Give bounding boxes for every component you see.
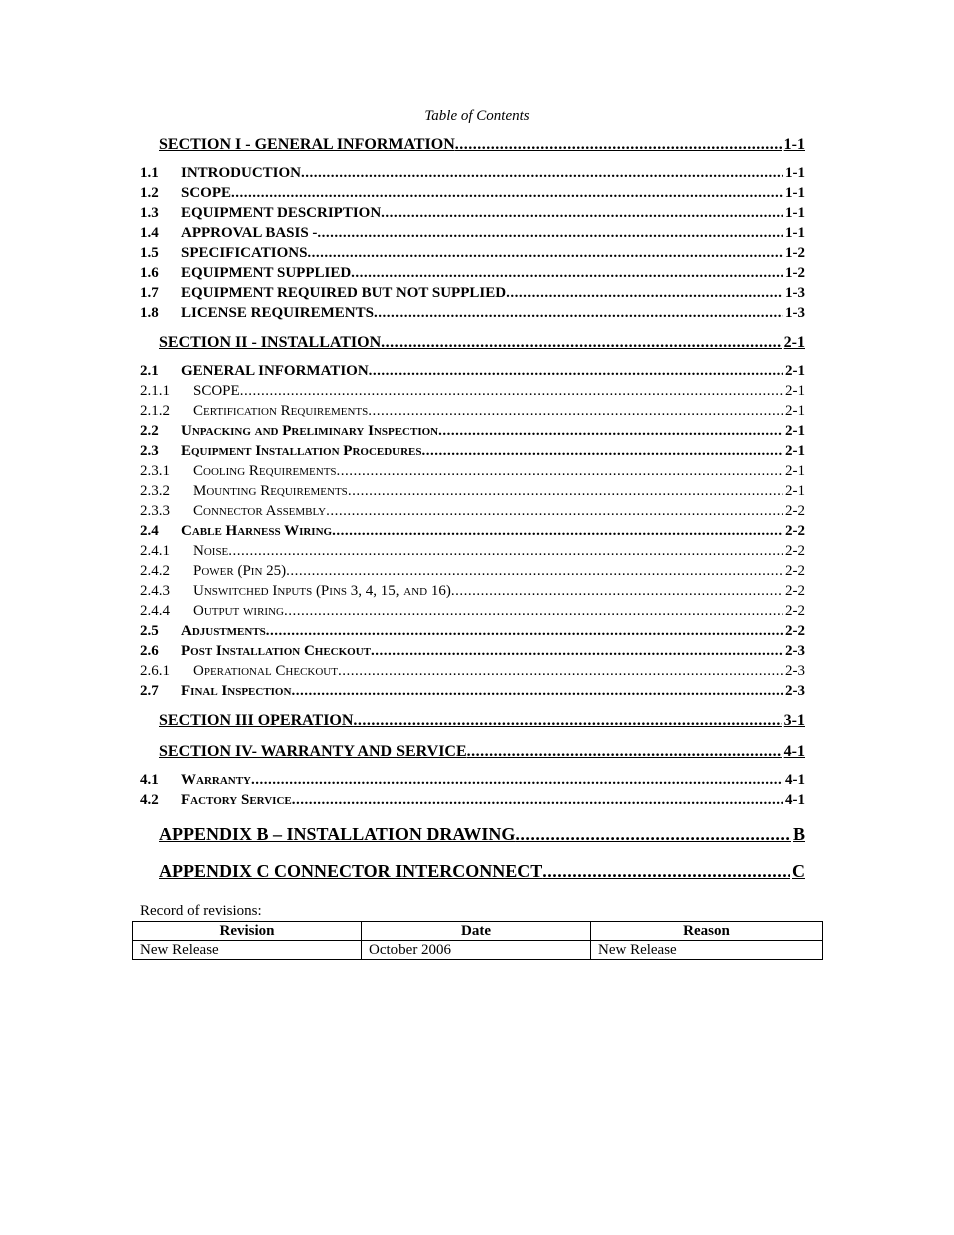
toc-entry-number: 2.3.1 (140, 463, 170, 479)
toc-entry[interactable] (140, 741, 805, 763)
toc-entry[interactable] (140, 421, 805, 441)
toc-entry-label: GENERAL INFORMATION (181, 363, 369, 379)
toc-entry-page: 4-1 (783, 743, 805, 760)
toc-entry-page: 1-3 (785, 305, 805, 321)
toc-entry-number: 2.6.1 (140, 663, 170, 679)
toc-entry-label: LICENSE REQUIREMENTS (181, 305, 374, 321)
toc-entry[interactable] (140, 163, 805, 183)
toc-dot-leader (231, 183, 783, 203)
toc-entry-page: 1-1 (783, 136, 805, 153)
toc-entry-label: Connector Assembly (193, 503, 327, 519)
revisions-header-reason: Reason (591, 922, 823, 941)
toc-entry[interactable] (140, 223, 805, 243)
toc-entry-label: Mounting Requirements (193, 483, 348, 499)
toc-dot-leader (515, 821, 791, 847)
toc-dot-leader (301, 163, 783, 183)
toc-entry-number: 2.5 (140, 623, 159, 639)
toc-entry[interactable] (140, 541, 805, 561)
toc-dot-leader (286, 561, 783, 581)
toc-entry-page: 2-3 (785, 683, 805, 699)
toc-entry-page: B (792, 824, 805, 844)
toc-dot-leader (451, 581, 783, 601)
toc-entry-label: Equipment Installation Procedures (181, 443, 422, 459)
toc-entry-number: 2.4.4 (140, 603, 170, 619)
toc-entry-number: 1.6 (140, 265, 159, 281)
toc-entry-label: Unswitched Inputs (Pins 3, 4, 15, and 16) (193, 583, 451, 599)
toc-entry-label: Cable Harness Wiring (181, 523, 333, 539)
toc-entry-page: 2-1 (785, 363, 805, 379)
toc-entry-label: SECTION II - INSTALLATION (159, 334, 382, 351)
toc-entry-page: 1-1 (785, 225, 805, 241)
toc-entry-label: Warranty (181, 772, 251, 788)
toc-entry[interactable] (140, 243, 805, 263)
toc-entry[interactable] (140, 461, 805, 481)
toc-entry-page: 3-1 (783, 712, 805, 729)
toc-entry-number: 2.4.1 (140, 543, 170, 559)
toc-entry-label: Power (Pin 25) (193, 563, 287, 579)
toc-entry-page: 2-2 (785, 583, 805, 599)
toc-entry-number: 1.8 (140, 305, 159, 321)
toc-entry-page: 4-1 (785, 792, 805, 808)
toc-entry-page: 2-2 (785, 523, 805, 539)
toc-entry-number: 2.3.2 (140, 483, 170, 499)
toc-entry[interactable] (140, 401, 805, 421)
toc-entry-number: 1.2 (140, 185, 159, 201)
toc-dot-leader (284, 601, 783, 621)
toc-entry[interactable] (140, 710, 805, 732)
revisions-header-revision: Revision (133, 922, 362, 941)
toc-entry-page: 2-2 (785, 503, 805, 519)
toc-entry-number: 4.2 (140, 792, 159, 808)
toc-entry-number: 2.3 (140, 443, 159, 459)
toc-entry-page: 2-1 (785, 403, 805, 419)
toc-entry[interactable] (140, 661, 805, 681)
toc-entry[interactable] (140, 183, 805, 203)
toc-entry[interactable] (140, 601, 805, 621)
page-title: Table of Contents (424, 108, 530, 124)
toc-dot-leader (348, 481, 783, 501)
toc-dot-leader (542, 858, 790, 884)
toc-dot-leader (506, 283, 783, 303)
toc-dot-leader (438, 421, 783, 441)
toc-entry-label: INTRODUCTION (181, 165, 302, 181)
toc-entry-label: Operational Checkout (193, 663, 338, 679)
toc-entry-page: 4-1 (785, 772, 805, 788)
revisions-cell-revision: New Release (133, 941, 362, 960)
toc-entry-number: 2.4.2 (140, 563, 170, 579)
toc-entry-page: 2-1 (785, 443, 805, 459)
toc-entry-label: Certification Requirements (193, 403, 369, 419)
toc-entry-label: SECTION III OPERATION (159, 712, 354, 729)
toc-dot-leader (326, 501, 783, 521)
toc-dot-leader (266, 621, 783, 641)
toc-entry-page: 2-1 (783, 334, 805, 351)
toc-entry-label: APPENDIX C CONNECTOR INTERCONNECT (159, 861, 543, 881)
toc-dot-leader (455, 134, 782, 156)
table-row (133, 941, 823, 960)
toc-entry-page: 1-2 (785, 265, 805, 281)
toc-entry-number: 2.1.2 (140, 403, 170, 419)
toc-dot-leader (381, 332, 782, 354)
toc-entry[interactable] (140, 263, 805, 283)
toc-entry-label: Output wiring (193, 603, 284, 619)
toc-entry-page: 2-1 (785, 423, 805, 439)
toc-entry-label: SPECIFICATIONS (181, 245, 308, 261)
toc-entry-page: 1-1 (785, 185, 805, 201)
toc-entry-number: 2.7 (140, 683, 159, 699)
toc-entry-number: 1.1 (140, 165, 159, 181)
toc-dot-leader (351, 263, 783, 283)
toc-entry-label: EQUIPMENT DESCRIPTION (181, 205, 382, 221)
toc-entry[interactable] (140, 790, 805, 810)
toc-entry-label: EQUIPMENT SUPPLIED (181, 265, 352, 281)
toc-entry-page: 1-1 (785, 165, 805, 181)
toc-entry[interactable] (140, 203, 805, 223)
toc-entry[interactable] (140, 521, 805, 541)
toc-entry-number: 2.1 (140, 363, 159, 379)
toc-entry[interactable] (140, 481, 805, 501)
toc-dot-leader (307, 243, 783, 263)
toc-entry-page: 2-1 (785, 483, 805, 499)
toc-entry-label: Adjustments (181, 623, 266, 639)
toc-entry-label: SECTION IV- WARRANTY AND SERVICE (159, 743, 467, 760)
toc-entry[interactable] (140, 821, 805, 847)
table-of-contents (140, 134, 805, 884)
toc-entry[interactable] (140, 303, 805, 323)
toc-entry-label: Post Installation Checkout (181, 643, 372, 659)
toc-entry[interactable] (140, 134, 805, 156)
toc-entry-label: SCOPE (193, 383, 240, 399)
toc-dot-leader (422, 441, 783, 461)
toc-entry[interactable] (140, 441, 805, 461)
toc-entry-label: Noise (193, 543, 229, 559)
toc-entry[interactable] (140, 581, 805, 601)
toc-dot-leader (337, 461, 783, 481)
toc-entry-number: 1.5 (140, 245, 159, 261)
toc-entry-page: 2-3 (785, 643, 805, 659)
toc-entry-number: 1.4 (140, 225, 159, 241)
toc-entry-page: 2-2 (785, 563, 805, 579)
toc-entry-number: 4.1 (140, 772, 159, 788)
toc-dot-leader (353, 710, 781, 732)
toc-entry-page: 2-2 (785, 603, 805, 619)
toc-entry-page: 2-2 (785, 623, 805, 639)
revisions-cell-date: October 2006 (362, 941, 591, 960)
toc-entry-page: 1-2 (785, 245, 805, 261)
toc-dot-leader (371, 641, 783, 661)
toc-entry[interactable] (140, 332, 805, 354)
revisions-table (132, 921, 823, 960)
toc-dot-leader (467, 741, 782, 763)
toc-dot-leader (381, 203, 783, 223)
toc-entry-number: 2.1.1 (140, 383, 170, 399)
toc-entry-label: SCOPE (181, 185, 232, 201)
toc-entry-number: 2.6 (140, 643, 159, 659)
toc-entry[interactable] (140, 561, 805, 581)
toc-entry-number: 1.7 (140, 285, 159, 301)
toc-entry[interactable] (140, 641, 805, 661)
toc-entry-number: 2.3.3 (140, 503, 170, 519)
toc-dot-leader (374, 303, 783, 323)
toc-entry-label: APPENDIX B – INSTALLATION DRAWING (159, 824, 516, 844)
toc-dot-leader (240, 381, 783, 401)
toc-entry-number: 2.4 (140, 523, 159, 539)
toc-entry-number: 1.3 (140, 205, 159, 221)
toc-entry-label: EQUIPMENT REQUIRED BUT NOT SUPPLIED (181, 285, 507, 301)
toc-entry-label: Cooling Requirements (193, 463, 337, 479)
toc-entry[interactable] (140, 858, 805, 884)
toc-entry-page: 2-3 (785, 663, 805, 679)
toc-entry[interactable] (140, 501, 805, 521)
toc-entry[interactable] (140, 770, 805, 790)
toc-entry-page: 1-1 (785, 205, 805, 221)
toc-entry-page: C (792, 861, 805, 881)
toc-dot-leader (368, 401, 783, 421)
toc-dot-leader (292, 790, 783, 810)
toc-entry-page: 2-1 (785, 463, 805, 479)
toc-entry-page: 2-2 (785, 543, 805, 559)
toc-entry-number: 2.2 (140, 423, 159, 439)
toc-entry-number: 2.4.3 (140, 583, 170, 599)
toc-entry-label: APPROVAL BASIS - (181, 225, 318, 241)
toc-entry[interactable] (140, 381, 805, 401)
revisions-cell-reason: New Release (591, 941, 823, 960)
toc-entry-page: 2-1 (785, 383, 805, 399)
toc-dot-leader (369, 361, 783, 381)
toc-dot-leader (228, 541, 783, 561)
toc-entry-page: 1-3 (785, 285, 805, 301)
revisions-caption: Record of revisions: (140, 903, 262, 919)
toc-dot-leader (317, 223, 783, 243)
toc-entry-label: Unpacking and Preliminary Inspection (181, 423, 439, 439)
toc-dot-leader (338, 661, 783, 681)
toc-entry-label: Final Inspection (181, 683, 292, 699)
toc-entry-label: SECTION I - GENERAL INFORMATION (159, 136, 455, 153)
revisions-header-row (133, 922, 823, 941)
revisions-header-date: Date (362, 922, 591, 941)
toc-dot-leader (332, 521, 783, 541)
toc-entry-label: Factory Service (181, 792, 292, 808)
toc-entry[interactable] (140, 361, 805, 381)
toc-dot-leader (251, 770, 783, 790)
toc-entry[interactable] (140, 283, 805, 303)
toc-dot-leader (291, 681, 783, 701)
toc-entry[interactable] (140, 621, 805, 641)
toc-entry[interactable] (140, 681, 805, 701)
